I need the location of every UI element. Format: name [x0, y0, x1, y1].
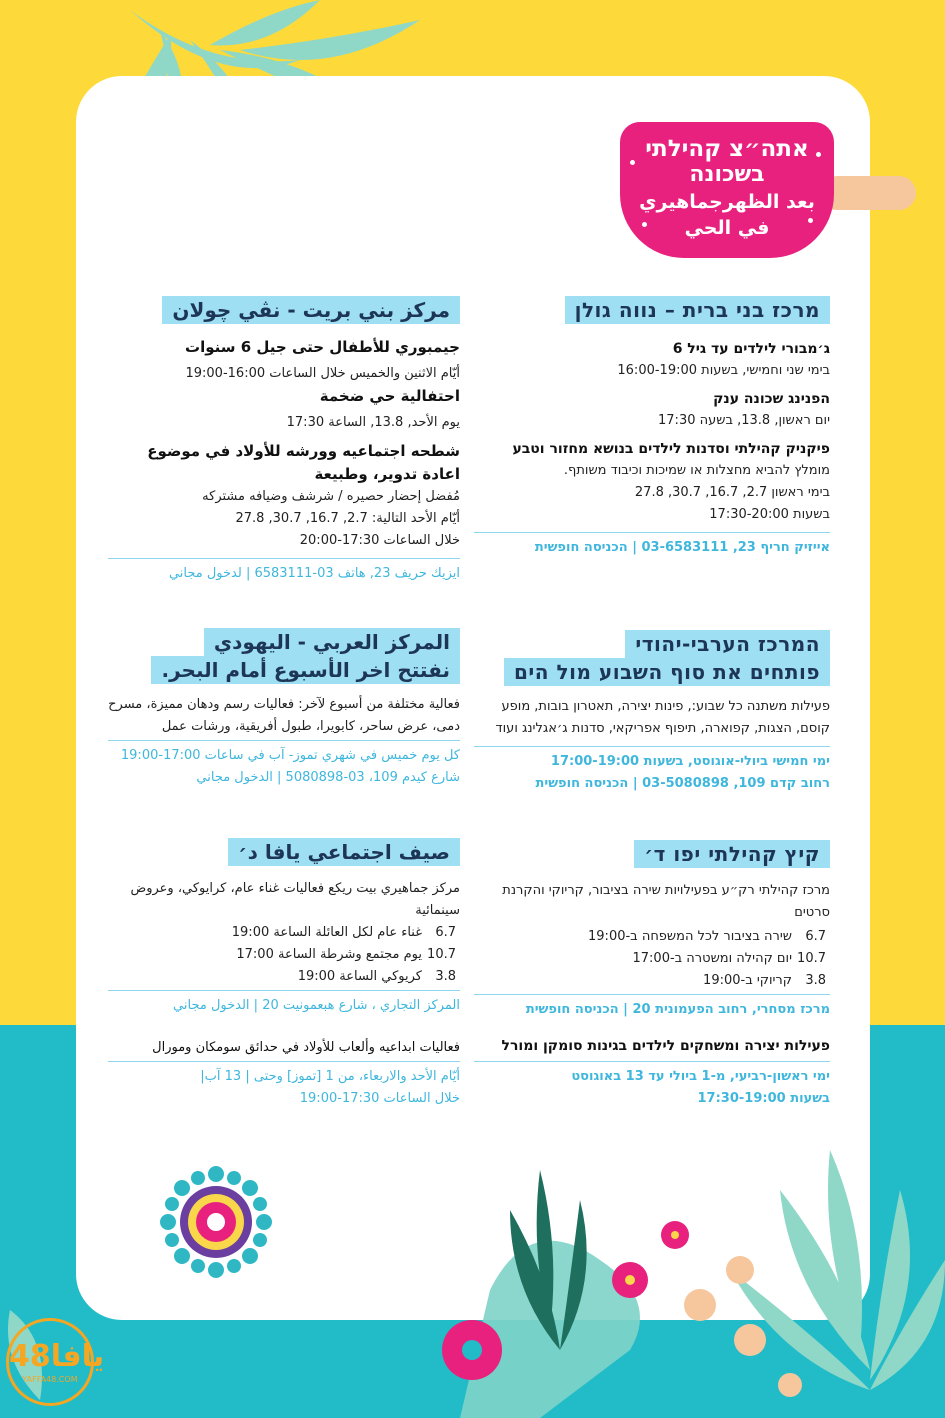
item-text: يوم الأحد, 13.8, الساعة 17:30	[286, 415, 460, 430]
section-text: فعالية مختلفة من أسبوع لآخر: فعاليات رسم ودهان مميزة، مسرح دمى، عرض ساحر، كابويرا، طبول أفريقية، ورشات عمل	[108, 697, 460, 734]
section-footer: المركز التجاري ، شارع هبعمونيت 20 | الدخول مجاني	[108, 990, 460, 1017]
section-title-line2: פותחים את סוף השבוע מול הים	[504, 658, 830, 686]
section-footer-hours: كل يوم خميس في شهري تموز- آب في ساعات 17:00-19:00	[108, 740, 460, 767]
schedule-date: 3.8	[805, 973, 826, 988]
section-title: صيف اجتماعي يافا د׳	[228, 838, 460, 866]
header-line-4: في الحي	[684, 217, 770, 239]
section-title: مركز بني بريت - نڤي چولان	[162, 296, 460, 324]
item-heading: הפנינג שכונה ענק	[713, 391, 830, 407]
item-heading: جيمبوري للأطفال حتى جيل 6 سنوات	[185, 338, 460, 356]
section-footer-days: ימי ראשון-רביעי, מ-1 ביולי עד 13 באוגוסט	[474, 1061, 830, 1088]
schedule-date: 3.8	[435, 969, 456, 984]
item-text: מומלץ להביא מחצלות או שמיכות וכיבוד משותף.	[563, 463, 830, 478]
item-heading: شطحه اجتماعيه وورشه للأولاد في موضوع اعادة تدوير، وطبيعة	[147, 442, 460, 483]
item-text: בימי שני וחמישי, בשעות 16:00-19:00	[617, 363, 830, 378]
logo-url: YAFFA48.COM	[22, 1375, 78, 1384]
schedule-row	[108, 944, 460, 966]
section-footer: מרכז מסחרי, רחוב הפעמונית 20 | הכניסה חופשית	[474, 994, 830, 1021]
item-text: مُفضل إحضار حصيره / شرشف وضيافه مشتركه	[202, 489, 460, 504]
yaffa48-logo	[6, 1318, 105, 1406]
section-title-line1: المركز العربي - اليهودي	[204, 628, 460, 656]
section-footer-address: רחוב קדם 109, 03-5080898 | הכניסה חופשית	[535, 776, 830, 791]
section-footer-hours: ימי חמישי ביולי-אוגוסט, בשעות 17:00-19:00	[474, 746, 830, 773]
section-footer-days: أيّام الأحد والاربعاء، من 1 [تموز] وحتى | 13 آب|	[108, 1061, 460, 1088]
item-text: בשעות 17:30-20:00	[709, 507, 830, 522]
section-text: פעילות משתנה כל שבוע:, פינות יצירה, תאטרון בובות, מופע קוסם, הצגות, קפוארה, תיפוף אפריקאי, סדנות ג׳אגלינג ועוד	[495, 699, 830, 736]
he-section-jaffa-d	[474, 840, 830, 1110]
sprinkle	[642, 222, 647, 227]
schedule-text: שירה בציבור לכל המשפחה ב-19:00	[588, 929, 792, 944]
item-heading: احتفالية حي ضخمة	[319, 387, 460, 405]
section-text: מרכז קהילתי רק״ע בפעילויות שירה בציבור, קריוקי והקרנת סרטים	[502, 883, 830, 920]
schedule-row	[108, 966, 460, 988]
header-line-1: אתה״צ קהילתי	[645, 136, 809, 162]
section-title: מרכז בני ברית – נווה גולן	[565, 296, 830, 324]
section-footer-hours: בשעות 17:30-19:00	[697, 1091, 830, 1106]
logo-name: يافا48	[9, 1339, 105, 1374]
header-badge	[620, 122, 834, 258]
popsicle-stick	[820, 176, 916, 210]
header-line-2: בשכונה	[689, 162, 765, 187]
item-text: יום ראשון, 13.8, בשעה 17:30	[658, 413, 830, 428]
item-text: أيّام الاثنين والخميس خلال الساعات 16:00-19:00	[185, 366, 460, 381]
schedule-row	[474, 970, 830, 992]
item-text: בימי ראשון 2.7, 16.7, 30.7, 27.8	[634, 485, 830, 500]
schedule-date: 6.7	[805, 929, 826, 944]
schedule-date: 10.7	[797, 951, 826, 966]
schedule-text: קריוקי ב-19:00	[703, 973, 792, 988]
ar-section-jaffa-d	[108, 838, 460, 1110]
section-title-line1: המרכז הערבי-יהודי	[625, 630, 830, 658]
section-footer: ايزيك حريف 23, هاتف 03-6583111 | لدخول مجاني	[108, 558, 460, 585]
palm-leaf-bottom-icon	[400, 1150, 945, 1418]
item-heading: ג׳מבורי לילדים עד גיל 6	[672, 341, 830, 357]
section-footer-hours: خلال الساعات 17:30-19:00	[299, 1091, 460, 1106]
schedule-row	[474, 926, 830, 948]
he-section-bnei-brit	[474, 296, 830, 559]
section-footer-address: شارع كيدم 109، 03-5080898 | الدخول مجاني	[196, 770, 460, 785]
item-text: خلال الساعات 17:30-20:00	[299, 533, 460, 548]
item-heading: פיקניק קהילתי וסדנות לילדים בנושא מחזור וטבע	[512, 441, 830, 457]
item-heading: פעילות יצירה ומשחקים לילדים בגינות סומקן ומורל	[501, 1038, 830, 1054]
he-section-arab-jewish	[474, 630, 830, 795]
section-text: مركز جماهيري بيت ريكع فعاليات غناء عام، كرايوكي، وعروض سينمائية	[130, 881, 460, 918]
item-heading: فعاليات ابداعيه وألعاب للأولاد في حدائق سومكان ومورال	[152, 1040, 460, 1055]
sprinkle	[808, 218, 813, 223]
schedule-date: 10.7	[427, 947, 456, 962]
section-title-line2: نفتتح اخر الأسبوع أمام البحر.	[151, 656, 460, 684]
sprinkle	[630, 160, 635, 165]
ar-section-arab-jewish	[108, 628, 460, 789]
schedule-text: غناء عام لكل العائلة الساعة 19:00	[231, 925, 422, 940]
item-text: أيّام الأحد التالية: 2.7, 16.7, 30.7, 27.8	[235, 511, 460, 526]
schedule-text: يوم مجتمع وشرطة الساعة 17:00	[236, 947, 422, 962]
schedule-text: كريوكي الساعة 19:00	[297, 969, 422, 984]
schedule-text: יום קהילה ומשטרה ב-17:00	[632, 951, 792, 966]
flower-icon	[156, 1162, 276, 1282]
section-title: קיץ קהילתי יפו ד׳	[634, 840, 830, 868]
header-line-3: بعد الظهرجماهيري	[639, 191, 815, 213]
section-footer: אייזיק חריף 23, 03-6583111 | הכניסה חופשית	[474, 532, 830, 559]
ar-section-bnei-brit	[108, 296, 460, 585]
schedule-date: 6.7	[435, 925, 456, 940]
schedule-row	[108, 922, 460, 944]
sprinkle	[816, 152, 821, 157]
schedule-row	[474, 948, 830, 970]
